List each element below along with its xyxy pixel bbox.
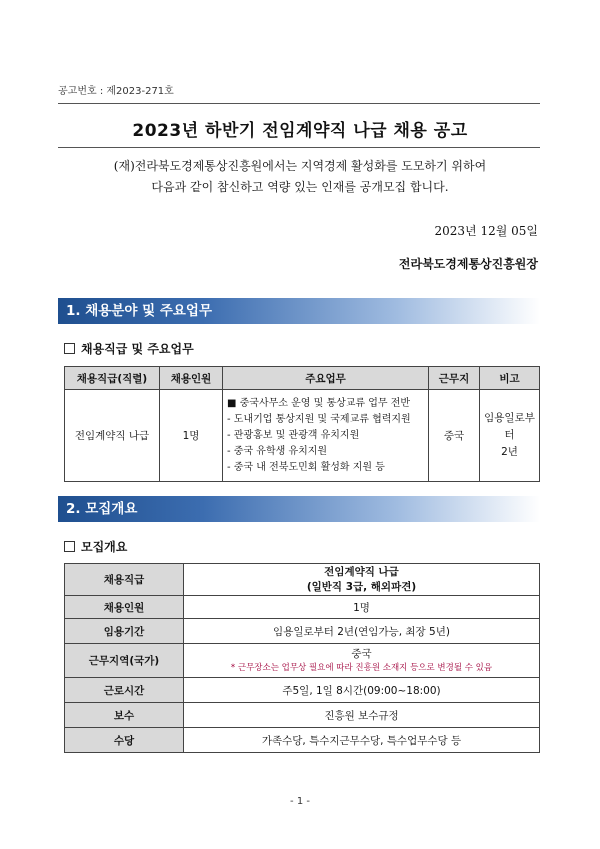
table-header-row (65, 367, 540, 390)
table-row (65, 644, 540, 678)
checkbox-square-icon (64, 541, 75, 552)
row-value: 1명 (184, 596, 540, 619)
duty-item: ■ 중국사무소 운영 및 통상교류 업무 전반 (227, 397, 411, 409)
count-cell: 1명 (160, 390, 223, 482)
value-note: * 근무장소는 업무상 필요에 따라 진흥원 소재지 등으로 변경될 수 있음 (230, 662, 493, 673)
table-row (65, 619, 540, 644)
row-label: 임용기간 (65, 619, 184, 644)
recruitment-overview-table (64, 563, 540, 753)
row-label: 근로시간 (65, 678, 184, 703)
row-value (184, 564, 540, 596)
value-line: (일반직 3급, 해외파견) (306, 580, 417, 593)
column-header: 채용인원 (160, 367, 223, 390)
row-value: 임용일로부터 2년(연임가능, 최장 5년) (184, 619, 540, 644)
row-value: 주5일, 1일 8시간(09:00~18:00) (184, 678, 540, 703)
checkbox-square-icon (64, 343, 75, 354)
duty-item: - 중국 내 전북도민회 활성화 지원 등 (227, 461, 385, 473)
intro-line: 다음과 같이 참신하고 역량 있는 인재를 공개모집 합니다. (151, 180, 449, 194)
intro-line: (재)전라북도경제통상진흥원에서는 지역경제 활성화를 도모하기 위하여 (113, 159, 487, 173)
remark-cell (480, 390, 540, 482)
duty-item: - 도내기업 통상지원 및 국제교류 협력지원 (227, 413, 411, 425)
remark-line: 임용일로부터 (484, 412, 535, 441)
duty-item: - 관광홍보 및 관광객 유치지원 (227, 429, 360, 441)
page-number: - 1 - (290, 796, 310, 807)
remark-line: 2년 (501, 446, 518, 458)
positions-table (64, 366, 540, 482)
issuer-name: 전라북도경제통상진흥원장 (398, 257, 538, 271)
divider (58, 147, 540, 148)
section-subheading-2 (64, 538, 127, 555)
duties-cell (223, 390, 429, 482)
row-value: 진흥원 보수규정 (184, 703, 540, 728)
column-header: 채용직급(직렬) (65, 367, 160, 390)
subheading-label: 채용직급 및 주요업무 (81, 342, 194, 356)
divider (58, 103, 540, 104)
row-label: 보수 (65, 703, 184, 728)
section-subheading-1 (64, 340, 194, 357)
table-row (65, 703, 540, 728)
intro-text (0, 156, 600, 198)
duty-item: - 중국 유학생 유치지원 (227, 445, 328, 457)
column-header: 비고 (480, 367, 540, 390)
page-title: 2023년 하반기 전임계약직 나급 채용 공고 (132, 121, 468, 141)
section-heading-2: 2. 모집개요 (58, 496, 540, 522)
row-value (184, 644, 540, 678)
location-cell: 중국 (429, 390, 480, 482)
row-label: 채용인원 (65, 596, 184, 619)
row-label: 채용직급 (65, 564, 184, 596)
value-line: 전임계약직 나급 (324, 565, 399, 578)
announcement-date: 2023년 12월 05일 (434, 224, 538, 238)
table-row (65, 390, 540, 482)
position-cell: 전임계약직 나급 (65, 390, 160, 482)
value-line: 중국 (351, 647, 372, 660)
section-heading-1: 1. 채용분야 및 주요업무 (58, 298, 540, 324)
table-row (65, 678, 540, 703)
table-row (65, 564, 540, 596)
column-header: 주요업무 (223, 367, 429, 390)
column-header: 근무지 (429, 367, 480, 390)
notice-number: 공고번호 : 제2023-271호 (58, 86, 174, 97)
table-row (65, 596, 540, 619)
subheading-label: 모집개요 (81, 540, 128, 554)
row-value: 가족수당, 특수지근무수당, 특수업무수당 등 (184, 728, 540, 753)
table-row (65, 728, 540, 753)
row-label: 근무지역(국가) (65, 644, 184, 678)
row-label: 수당 (65, 728, 184, 753)
